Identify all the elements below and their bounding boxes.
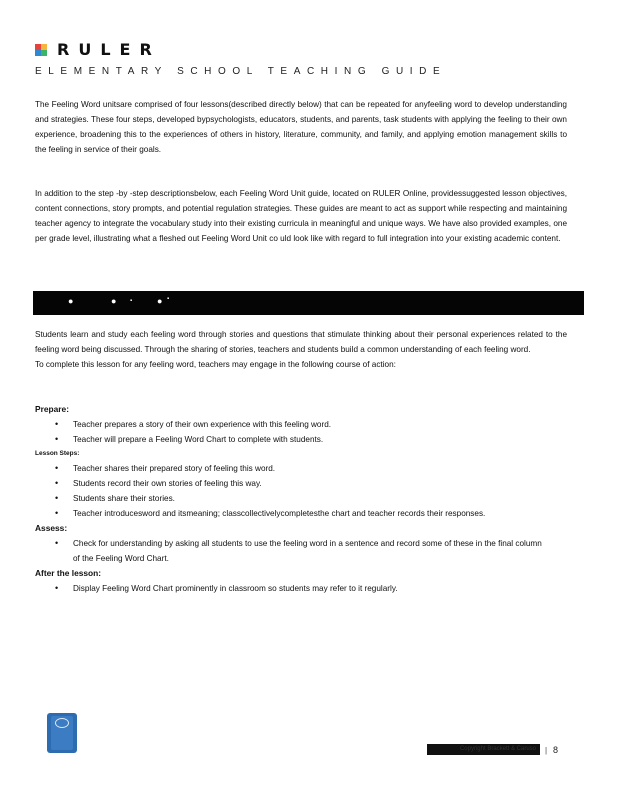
- intro-paragraph-1: The Feeling Word unitsare comprised of four lessons(described directly below) that can be repeated for anyfeeling word to develop understanding and strategies. These four steps, developed bypsychologists, educators, students, and parents, task students with applying the feeling to their own experience, broadening this to the experiences of others in history, literature, community, and family, and applying emotion management skills to the feeling in service of their goals.: [35, 100, 567, 154]
- lesson-intro-text: Students learn and study each feeling word through stories and questions that stimulate thinking about their personal experiences related to the feeling word being discussed. Through the sharing of stories, teachers and students build a common understanding of each feeling word.: [35, 330, 567, 354]
- copyright-notice: Copyright Brackett & Caruso: [427, 744, 540, 755]
- list-item: • Check for understanding by asking all students to use the feeling word in a sentence and record some of these in the final column of the Feeling Word Chart.: [55, 538, 542, 563]
- bullet-icon: •: [55, 493, 59, 503]
- school-badge-icon: [47, 713, 77, 753]
- bar-mark: ●: [157, 296, 163, 306]
- section-heading-bar: [33, 291, 584, 315]
- list-item: • Teacher will prepare a Feeling Word Chart to complete with students.: [35, 432, 567, 447]
- list-item: • Students record their own stories of feeling this way.: [35, 476, 567, 491]
- list-item: • Teacher shares their prepared story of feeling this word.: [35, 461, 567, 476]
- lesson-steps-section: [35, 402, 567, 596]
- bar-mark: ▪: [130, 298, 133, 304]
- list-item: • Students share their stories.: [35, 491, 567, 506]
- lesson-steps-heading: Lesson Steps:: [35, 450, 80, 457]
- bar-mark: ▪: [167, 296, 170, 302]
- bullet-icon: •: [55, 478, 59, 488]
- bullet-icon: •: [55, 419, 59, 429]
- lesson-intro: [35, 327, 567, 372]
- ruler-logo: [35, 40, 161, 59]
- lesson-intro-action: To complete this lesson for any feeling word, teachers may engage in the following course of action:: [35, 360, 396, 369]
- ruler-wordmark: RULER: [57, 40, 161, 59]
- bullet-icon: •: [55, 508, 59, 518]
- page-number: 8: [553, 745, 559, 755]
- ruler-color-squares-icon: [35, 44, 47, 56]
- badge-ring: [55, 718, 69, 728]
- intro-paragraph-2: In addition to the step -by -step descriptionsbelow, each Feeling Word Unit guide, located on RULER Online, providessuggested lesson objectives, content connections, story prompts, and potential regulation strategies. These guides are meant to act as support while respecting and maintaining teacher agency to integrate the vocabulary study into their existing curricula in meaningful and unique ways. We have also provided examples, one per grade level, illustrating what a fleshed out Feeling Word Unit co uld look like with regard to full integration into your existing academic content.: [35, 189, 567, 243]
- bullet-icon: •: [55, 434, 59, 444]
- list-item: • Display Feeling Word Chart prominently in classroom so students may refer to it regularly.: [35, 581, 567, 596]
- guide-subtitle: ELEMENTARY SCHOOL TEACHING GUIDE: [35, 66, 447, 77]
- footer-separator: |: [545, 746, 548, 755]
- bar-mark: ●: [111, 296, 117, 306]
- after-lesson-heading: After the lesson:: [35, 568, 102, 578]
- bullet-icon: •: [55, 538, 59, 548]
- list-item: • Teacher prepares a story of their own experience with this feeling word.: [35, 417, 567, 432]
- assess-heading: Assess:: [35, 523, 68, 533]
- bullet-icon: •: [55, 463, 59, 473]
- list-item: • Teacher introducesword and itsmeaning; classcollectivelycompletesthe chart and teacher records their responses.: [35, 506, 567, 521]
- prepare-heading: Prepare:: [35, 404, 69, 414]
- bar-mark: ●: [68, 296, 74, 306]
- bullet-icon: •: [55, 583, 59, 593]
